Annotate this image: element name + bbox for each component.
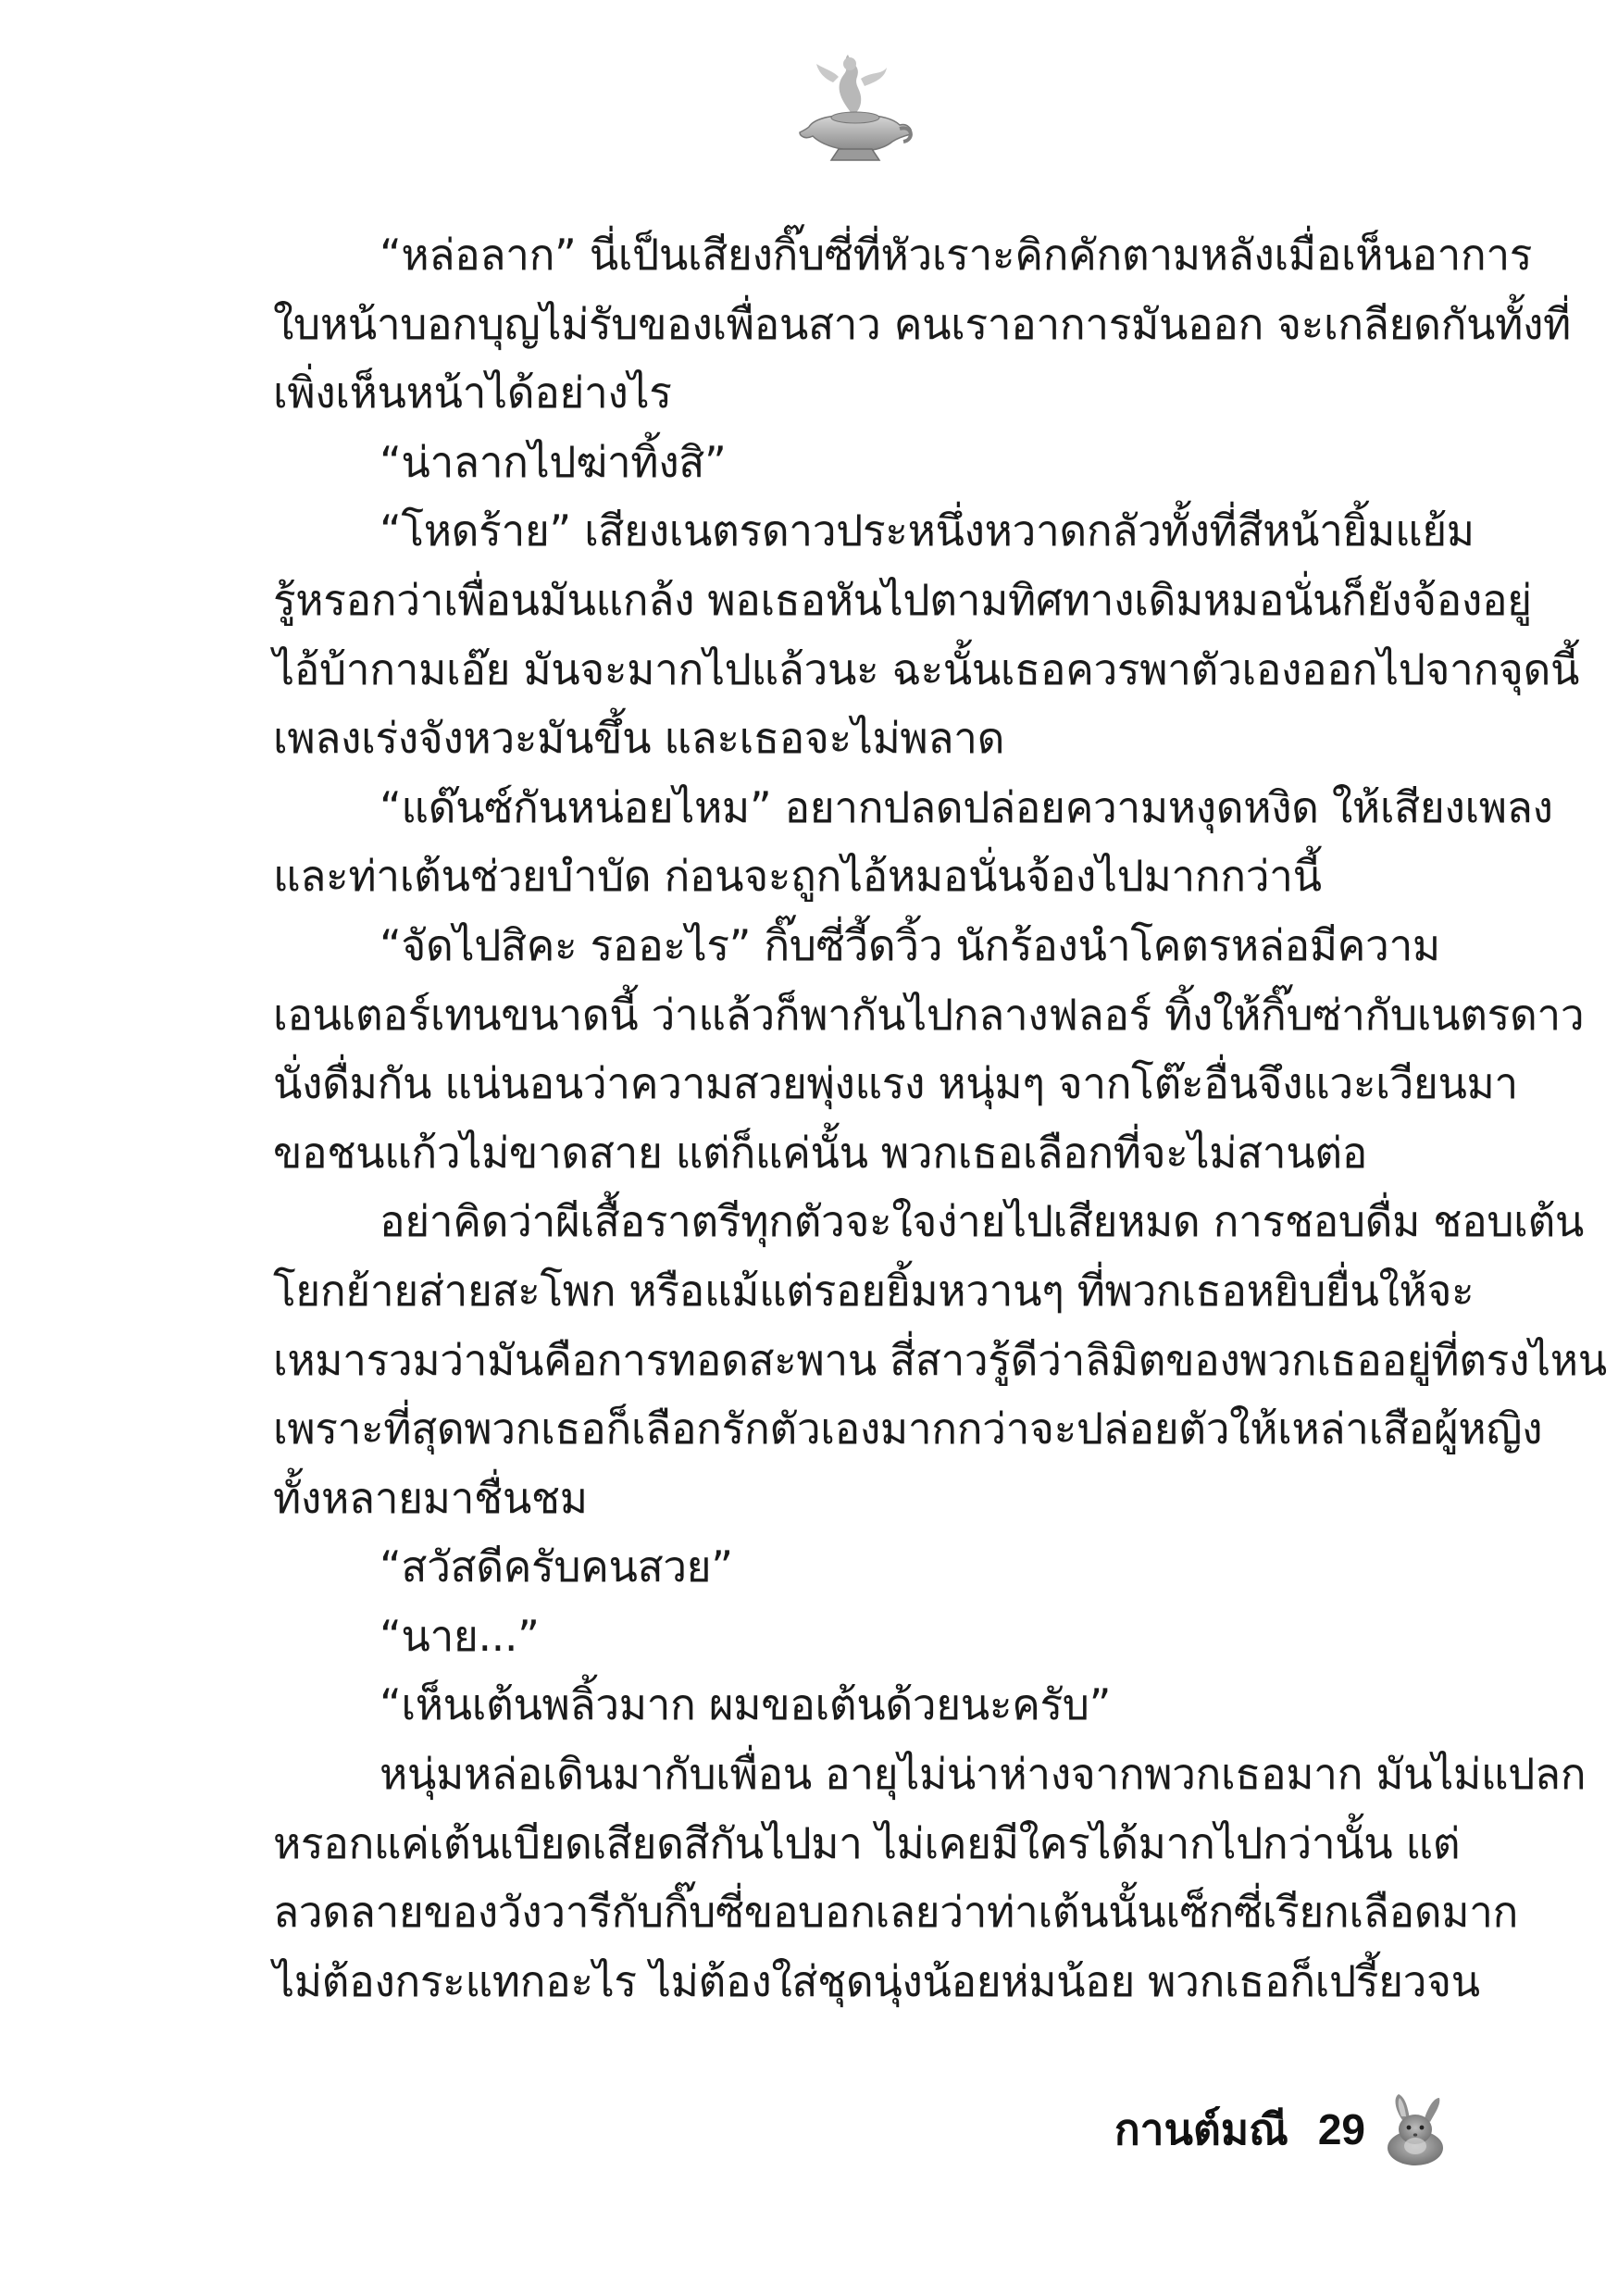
text-line: และท่าเต้นช่วยบำบัด ก่อนจะถูกไอ้หมอนั่นจ้องไปมากกว่านี้: [273, 851, 1322, 902]
text-line: “สวัสดีครับคนสวย”: [380, 1541, 733, 1592]
text-line: โยกย้ายส่ายสะโพก หรือแม้แต่รอยยิ้มหวานๆ ที่พวกเธอหยิบยื่นให้จะ: [273, 1265, 1475, 1316]
text-line: อย่าคิดว่าผีเสื้อราตรีทุกตัวจะใจง่ายไปเสียหมด การชอบดื่ม ชอบเต้น: [380, 1196, 1584, 1247]
text-line: “เห็นเต้นพลิ้วมาก ผมขอเต้นด้วยนะครับ”: [380, 1679, 1112, 1730]
text-line: รู้หรอกว่าเพื่อนมันแกล้ง พอเธอหันไปตามทิศทางเดิมหมอนั่นก็ยังจ้องอยู่: [273, 574, 1532, 625]
body-text: [273, 220, 1607, 2015]
text-line: “แด๊นซ์กันหน่อยไหม” อยากปลดปล่อยความหงุดหงิด ให้เสียงเพลง: [380, 781, 1553, 832]
text-line: ไอ้บ้ากามเอ๊ย มันจะมากไปแล้วนะ ฉะนั้นเธอควรพาตัวเองออกไปจากจุดนี้: [273, 643, 1580, 694]
text-line: “นาย...”: [380, 1610, 540, 1661]
text-line: เอนเตอร์เทนขนาดนี้ ว่าแล้วก็พากันไปกลางฟลอร์ ทิ้งให้กิ๊บซ่ากับเนตรดาว: [273, 989, 1585, 1040]
genie-lamp-icon: [796, 51, 916, 167]
page-number: 29: [1317, 2105, 1365, 2153]
book-title: กานต์มณี: [1114, 2103, 1288, 2154]
text-line: “โหดร้าย” เสียงเนตรดาวประหนึ่งหวาดกลัวทั้งที่สีหน้ายิ้มแย้ม: [380, 505, 1475, 556]
text-line: หนุ่มหล่อเดินมากับเพื่อน อายุไม่น่าห่างจากพวกเธอมาก มันไม่แปลก: [380, 1749, 1587, 1800]
text-line: ไม่ต้องกระแทกอะไร ไม่ต้องใส่ชุดนุ่งน้อยห่มน้อย พวกเธอก็เปรี้ยวจน: [273, 1955, 1480, 2006]
text-line: นั่งดื่มกัน แน่นอนว่าความสวยพุ่งแรง หนุ่มๆ จากโต๊ะอื่นจึงแวะเวียนมา: [273, 1058, 1518, 1109]
text-line: หรอกแค่เต้นเบียดเสียดสีกันไปมา ไม่เคยมีใครได้มากไปกว่านั้น แต่: [273, 1817, 1461, 1868]
text-line: “จัดไปสิคะ รออะไร” กิ๊บซี่วี้ดวิ้ว นักร้องนำโคตรหล่อมีความ: [380, 919, 1440, 970]
text-line: ขอชนแก้วไม่ขาดสาย แต่ก็แค่นั้น พวกเธอเลือกที่จะไม่สานต่อ: [273, 1127, 1367, 1178]
text-line: ทั้งหลายมาชื่นชม: [273, 1472, 588, 1523]
text-line: เพลงเร่งจังหวะมันขึ้น และเธอจะไม่พลาด: [273, 713, 1005, 764]
text-line: เพราะที่สุดพวกเธอก็เลือกรักตัวเองมากกว่าจะปล่อยตัวให้เหล่าเสือผู้หญิง: [273, 1404, 1543, 1454]
rabbit-icon: [1382, 2092, 1447, 2166]
text-line: ลวดลายของวังวารีกับกิ๊บซี่ขอบอกเลยว่าท่าเต้นนั้นเซ็กซี่เรียกเลือดมาก: [273, 1887, 1519, 1938]
text-line: ใบหน้าบอกบุญไม่รับของเพื่อนสาว คนเราอาการมันออก จะเกลียดกันทั้งที่: [273, 298, 1571, 349]
text-line: “หล่อลาก” นี่เป็นเสียงกิ๊บซี่ที่หัวเราะคิกคักตามหลังเมื่อเห็นอาการ: [380, 230, 1533, 280]
text-line: เหมารวมว่ามันคือการทอดสะพาน สี่สาวรู้ดีว่าลิมิตของพวกเธออยู่ที่ตรงไหน: [273, 1334, 1607, 1385]
text-line: “น่าลากไปฆ่าทิ้งสิ”: [380, 436, 727, 487]
text-line: เพิ่งเห็นหน้าได้อย่างไร: [273, 368, 672, 418]
page-footer: [1114, 2088, 1447, 2171]
